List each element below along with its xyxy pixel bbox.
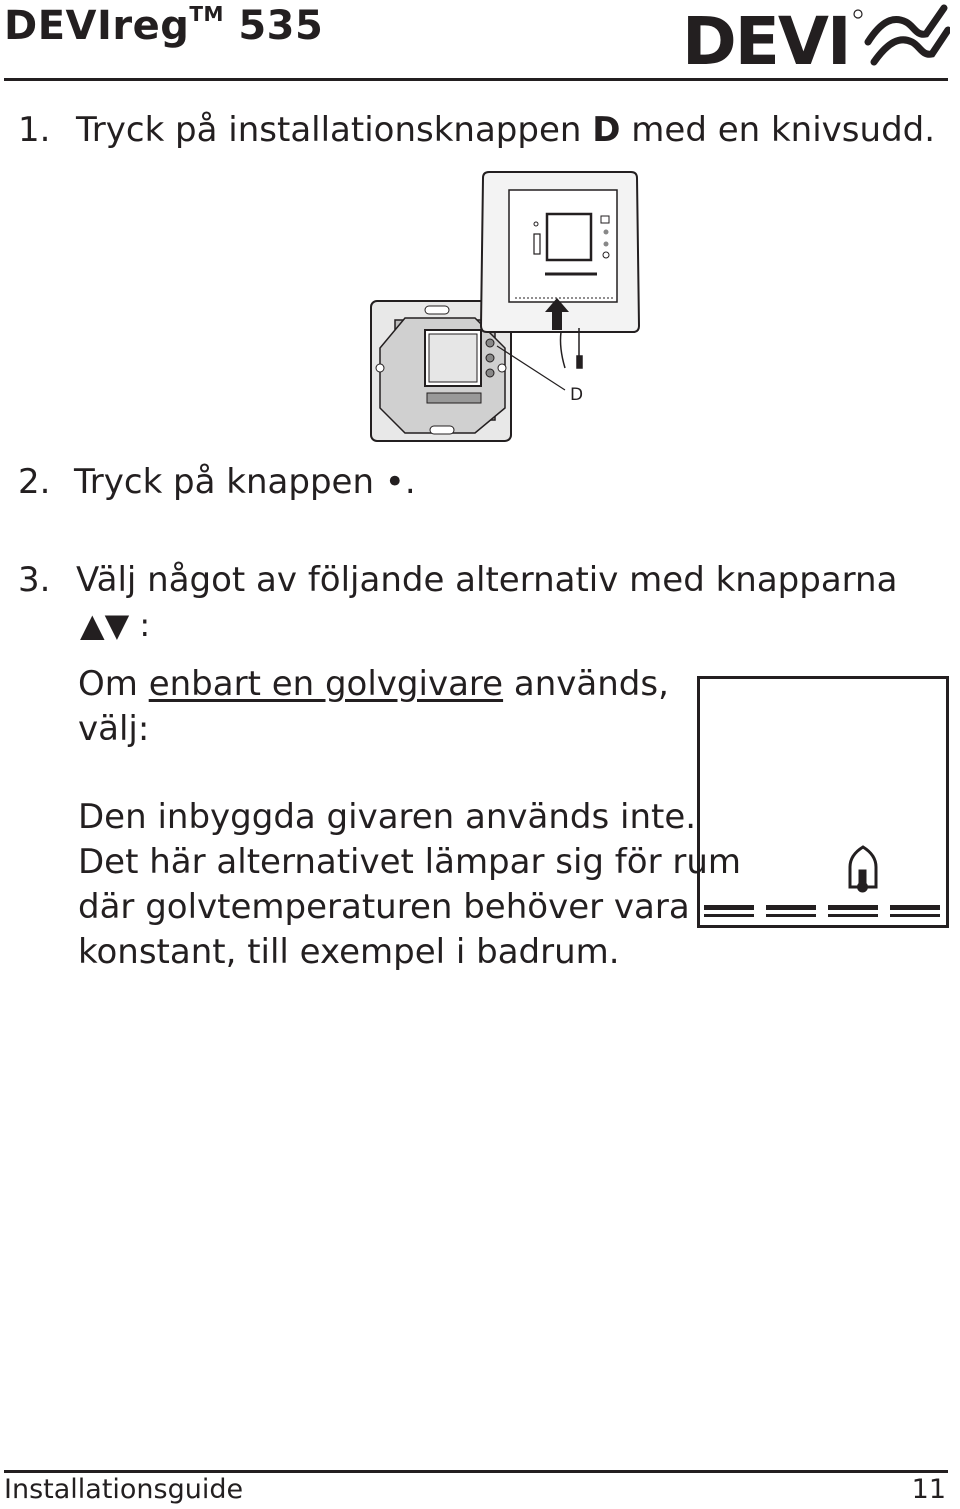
header-rule bbox=[4, 78, 948, 81]
arrow-keys: ▲▼ : bbox=[80, 606, 151, 644]
footer-rule bbox=[4, 1470, 948, 1473]
label-d: D bbox=[570, 385, 584, 405]
step-number: 3. bbox=[18, 560, 51, 600]
floor-sensor-house-icon bbox=[850, 847, 876, 891]
step-2-text: Tryck på knappen •. bbox=[74, 462, 416, 502]
display-content bbox=[700, 679, 946, 925]
option-desc-line: konstant, till exempel i badrum. bbox=[78, 932, 620, 972]
lcd-display bbox=[697, 676, 949, 928]
option-desc-line: Det här alternativet lämpar sig för rum bbox=[78, 842, 742, 882]
knife-tool bbox=[561, 328, 583, 368]
devi-logo bbox=[682, 2, 950, 70]
brand-text: DEVI bbox=[682, 3, 850, 70]
model-number: 535 bbox=[223, 3, 324, 49]
step-number: 2. bbox=[18, 462, 51, 502]
step-3-text: Välj något av följande alternativ med knapparna bbox=[76, 560, 898, 600]
footer-guide-title: Installationsguide bbox=[4, 1474, 244, 1505]
thermostat-installation-illustration bbox=[365, 168, 645, 448]
underlined-text: enbart en golvgivare bbox=[148, 664, 504, 704]
page-title bbox=[4, 2, 323, 49]
option-desc-line: Den inbyggda givaren används inte. bbox=[78, 797, 697, 837]
product-name: DEVIreg bbox=[4, 3, 190, 49]
segment-dashes bbox=[704, 905, 940, 917]
option-condition: Om enbart en golvgivare används, bbox=[78, 664, 669, 704]
option-select: välj: bbox=[78, 709, 150, 749]
step-number: 1. bbox=[18, 110, 51, 150]
step-1-text: Tryck på installationsknappen D med en knivsudd. bbox=[76, 110, 936, 150]
page-number: 11 bbox=[911, 1474, 946, 1505]
trademark: TM bbox=[189, 2, 224, 26]
option-desc-line: där golvtemperaturen behöver vara bbox=[78, 887, 690, 927]
button-d-label: D bbox=[592, 110, 621, 150]
